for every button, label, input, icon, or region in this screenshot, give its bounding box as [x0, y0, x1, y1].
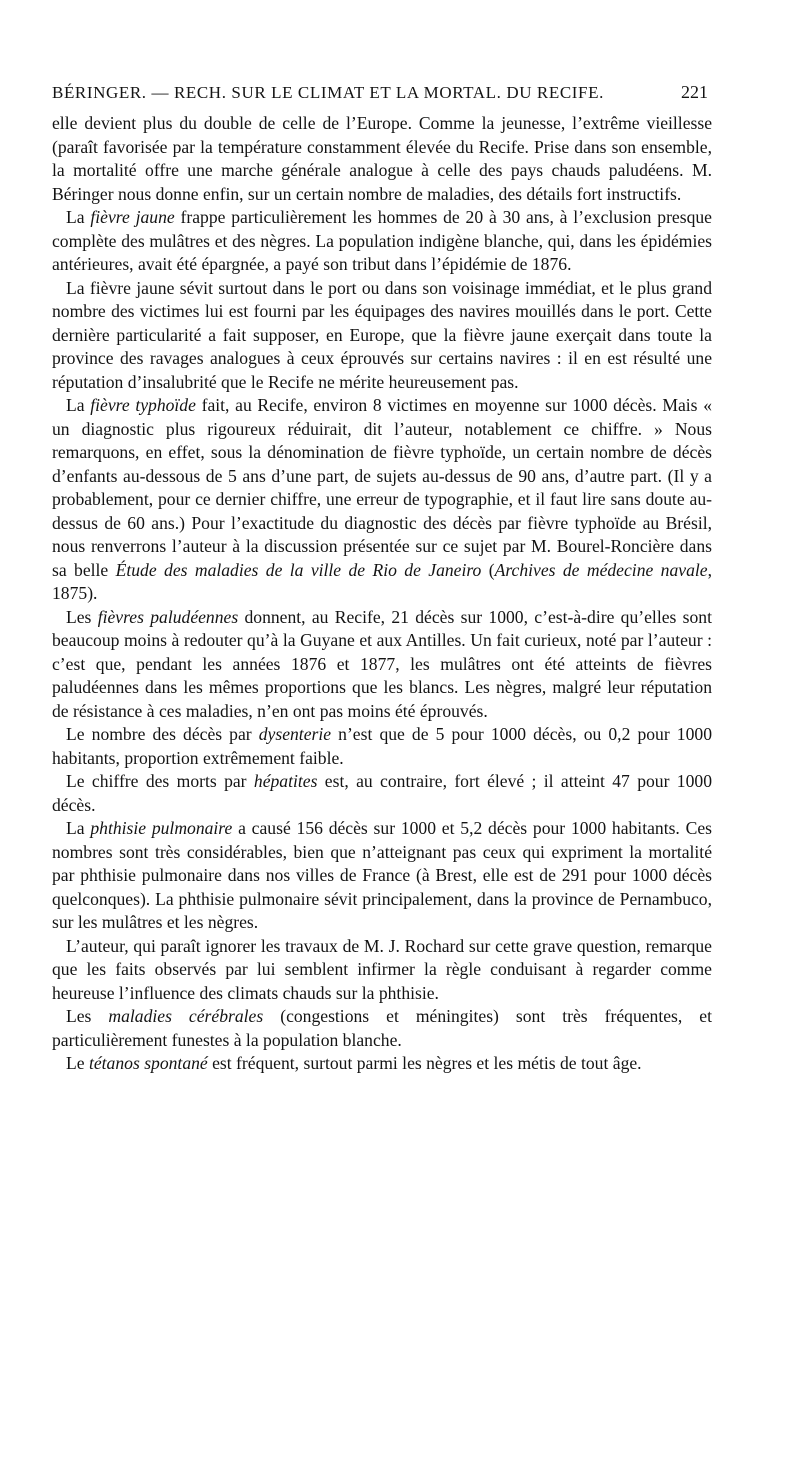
body-text — [52, 112, 712, 1076]
paragraph-cerebral — [52, 1005, 712, 1052]
paragraph-dysentery — [52, 723, 712, 770]
text-run: Les — [66, 1006, 109, 1026]
paragraph-yellow-fever-port — [52, 277, 712, 395]
text-run: est, au contraire, fort élevé ; il atteint 47 pour 1000 décès. — [52, 771, 712, 815]
text-run: , 1875). — [52, 559, 712, 603]
paragraph-yellow-fever — [52, 206, 712, 277]
paragraph-typhoid — [52, 394, 712, 606]
emphasis: Archives de médecine navale — [494, 559, 708, 580]
emphasis: tétanos spontané — [88, 1053, 208, 1073]
page-number: 221 — [681, 82, 708, 102]
text-run: Le — [66, 1053, 89, 1073]
text-run: L’auteur, qui paraît ignorer les travaux de M. J. Rochard sur cette grave question, remarque que les faits observés par lui semblent infirmer la règle conduisant à regarder comme heureuse l’influence des climats chauds sur la phthisie. — [52, 935, 712, 1003]
paragraph-tetanus — [52, 1052, 712, 1076]
emphasis: phthisie pulmonaire — [90, 818, 233, 838]
text-run: ( — [481, 559, 495, 580]
paragraph-paludal-fevers — [52, 606, 712, 724]
text-run: La fièvre jaune sévit surtout dans le port ou dans son voisinage immédiat, et le plus grand nombre des victimes lui est fourni par les équipages des navires mouillés dans le port. Cette dernière particularité a fait supposer, en Europe, que la fièvre jaune exerçait dans toute la province des ravages analogues à ceux éprouvés sur certains navires : il en est résulté une réputation d’insalubrité que le Recife ne mérite heureusement pas. — [52, 277, 712, 392]
text-run: La — [66, 395, 91, 415]
paragraph-rochard — [52, 935, 712, 1006]
running-header — [52, 82, 708, 103]
text-run: n’est que de 5 pour 1000 décès, ou 0,2 pour 1000 habitants, proportion extrêmement faible. — [52, 724, 712, 768]
text-run: fait, au Recife, environ 8 victimes en moyenne sur 1000 décès. Mais « un diagnostic plus rigoureux réduirait, dit l’auteur, notablement ce chiffre. » Nous remarquons, en effet, sous la dénomination de fièvre typhoïde, un certain nombre de décès d’enfants au-dessous de 5 ans d’une part, de sujets au-dessus de 90 ans, d’autre part. (Il y a probablement, pour ce dernier chiffre, une erreur de typographie, et il faut lire sans doute au-dessus de 60 ans.) Pour l’exactitude du diagnostic des décès par fièvre typhoïde au Brésil, nous renverrons l’auteur à la discussion présentée sur ce sujet par M. Bourel-Roncière dans sa belle — [52, 395, 712, 580]
text-run: La — [66, 207, 91, 227]
text-run: Le chiffre des morts par — [66, 771, 254, 791]
paragraph-hepatitis — [52, 770, 712, 817]
text-run: a causé 156 décès sur 1000 et 5,2 décès pour 1000 habitants. Ces nombres sont très considérables, bien que n’atteignant pas ceux qui expriment la mortalité par phthisie pulmonaire dans nos villes de France (à Brest, elle est de 291 pour 1000 décès quelconques). La phthisie pulmonaire sévit principalement, dans la province de Pernambuco, sur les mulâtres et les nègres. — [52, 818, 712, 932]
text-run: elle devient plus du double de celle de l’Europe. Comme la jeunesse, l’extrême vieillesse (paraît favorisée par la température constamment élevée du Recife. Prise dans son ensemble, la mortalité offre une marche générale analogue à celle des pays chauds paludéens. M. Béringer nous donne enfin, sur un certain nombre de maladies, des détails fort instructifs. — [52, 113, 712, 204]
running-title: BÉRINGER. — RECH. SUR LE CLIMAT ET LA MORTAL. DU RECIFE. — [52, 83, 604, 102]
text-run: Les — [66, 606, 98, 627]
emphasis: hépatites — [253, 771, 318, 791]
emphasis: fièvres paludéennes — [97, 606, 239, 627]
text-run: Le nombre des décès par — [66, 724, 259, 744]
text-run: frappe particulièrement les hommes de 20 à 30 ans, à l’exclusion presque complète des mulâtres et des nègres. La population indigène blanche, qui, dans les épidémies antérieures, avait été épargnée, a payé son tribut dans l’épidémie de 1876. — [52, 207, 712, 274]
text-run: La — [66, 818, 91, 838]
emphasis: fièvre typhoïde — [90, 395, 196, 415]
paragraph-1 — [52, 112, 712, 206]
text-run: donnent, au Recife, 21 décès sur 1000, c’est-à-dire qu’elles sont beaucoup moins à redouter qu’à la Guyane et aux Antilles. Un fait curieux, noté par l’auteur : c’est que, pendant les années 1876 et 1877, les mulâtres ont été atteints de fièvres paludéennes dans les mêmes proportions que les blancs. Les nègres, malgré leur réputation de résistance à ces maladies, n’en ont pas moins été éprouvés. — [52, 606, 712, 721]
emphasis: fièvre jaune — [90, 207, 175, 227]
paragraph-phthisis — [52, 817, 712, 935]
text-run: (congestions et méningites) sont très fréquentes, et particulièrement funestes à la population blanche. — [52, 1006, 712, 1050]
text-run: est fréquent, surtout parmi les nègres et les métis de tout âge. — [207, 1053, 642, 1073]
emphasis: maladies cérébrales — [108, 1006, 264, 1026]
emphasis: Étude des maladies de la ville de Rio de Janeiro — [115, 559, 482, 580]
emphasis: dysenterie — [258, 724, 332, 744]
